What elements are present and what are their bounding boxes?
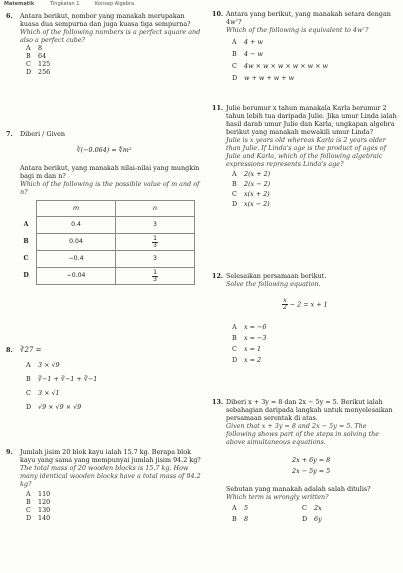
question-13 [212, 398, 398, 523]
question-text2-ms: Antara berikut, yang manakah nilai-nilai yang mungkin bagi m dan n? [20, 164, 200, 180]
option-d[interactable]: D x = 2 [232, 356, 262, 364]
option-d[interactable]: D 256 [26, 68, 51, 76]
option-c[interactable]: C 130 [26, 506, 51, 514]
question-text: ∛27 = [20, 346, 42, 354]
question-number: 8. [6, 346, 13, 354]
option-d[interactable]: D w + w + w + w [232, 74, 295, 82]
question-11 [212, 104, 398, 208]
option-c[interactable]: C x(x + 2) [232, 190, 270, 198]
question-12 [212, 272, 398, 364]
equation: $\frac{x}{2}$ − 2 = x + 1 [283, 297, 328, 311]
option-a[interactable]: A 3 × √9 [26, 360, 60, 369]
question-text-ms: Selesaikan persamaan berikut. [226, 272, 327, 280]
option-d[interactable]: D 140 [26, 514, 51, 522]
equation-steps [292, 456, 398, 475]
equation-line-1: 2x + 6y = 8 [292, 456, 331, 464]
question-number: 6. [6, 12, 13, 20]
equation-line-2: 2x − 5y = 5 [292, 467, 331, 475]
table-row[interactable]: C −0.4 3 [16, 251, 195, 268]
option-b[interactable]: B x = −3 [232, 334, 267, 342]
option-d[interactable]: D 6y [302, 515, 322, 523]
question-number: 11. [212, 104, 224, 112]
question-number: 13. [212, 398, 224, 406]
table-row[interactable]: B 0.04 $\frac{1}{3}$ [16, 234, 195, 251]
question-text2-ms: Sebutan yang manakah adalah salah ditulis? [226, 485, 371, 493]
table-header-m: m [37, 201, 116, 217]
fraction: $\frac{1}{3}$ [153, 234, 157, 249]
question-text-en: Solve the following equation. [226, 280, 321, 288]
option-b[interactable]: B 64 [26, 52, 47, 60]
question-text-en: Julie is x years old whereas Karla is 2 years older than Julie. If Linda's age is the product of ages of Julie and Karla, which of the following algebraic expressions represents Linda's age? [226, 136, 386, 168]
question-8 [6, 346, 202, 411]
option-b[interactable]: B 2(x − 2) [232, 180, 271, 188]
option-a[interactable]: A 4 + w [232, 38, 263, 46]
question-text2-en: Which term is wrongly written? [226, 493, 329, 501]
option-c[interactable]: C 4w × w × w × w × w × w [232, 62, 328, 70]
question-text-ms: Antara yang berikut, yang manakah setara dengan 4w⁷? [226, 10, 391, 26]
page-header [0, 0, 403, 8]
option-c[interactable]: C 125 [26, 60, 51, 68]
question-10 [212, 10, 398, 82]
table-header-n: n [116, 201, 195, 217]
question-number: 12. [212, 272, 224, 280]
options-grid [232, 504, 398, 523]
question-number: 7. [6, 130, 13, 138]
chapter-label: Konsep Algebra [95, 1, 135, 7]
question-7 [6, 130, 202, 285]
option-b[interactable]: B 4 − w [232, 50, 263, 58]
option-a[interactable]: A 5 [232, 504, 249, 512]
question-text-ms: Jumlah jisim 20 blok kayu ialah 15.7 kg. Berapa blok kayu yang sama yang mempunyai jumlah jisim 94.2 kg? [20, 448, 201, 464]
question-text-en: Which of the following is equivalent to 4w⁷? [226, 26, 369, 34]
option-c[interactable]: C 2x [302, 504, 322, 512]
table-row[interactable]: A 0.4 3 [16, 217, 195, 234]
question-text2-en: Which of the following is the possible value of m and of n? [20, 180, 200, 196]
option-c[interactable]: C 3 × √1 [26, 388, 60, 397]
option-d[interactable]: D x(x − 2) [232, 200, 270, 208]
option-a[interactable]: A 8 [26, 44, 43, 52]
options-table [16, 200, 195, 285]
question-number: 9. [6, 448, 13, 456]
question-text-en: Which of the following numbers is a perfect square and also a perfect cube? [20, 28, 201, 44]
question-text-ms: Antara berikut, nombor yang manakah merupakan kuasa dua sempurna dan juga kuasa tiga sempurna? [20, 12, 191, 28]
option-a[interactable]: A x = −6 [232, 323, 267, 331]
question-text-ms: Julie berumur x tahun manakala Karla berumur 2 tahun lebih tua daripada Julie. Jika umur Linda ialah hasil darab umur Julie dan Karla, ungkapan algebra berikut yang manakah mewakili umur Linda? [226, 104, 397, 136]
question-text-en: Given that x + 3y = 8 and 2x − 5y = 5. The following shows part of the steps in solving the above simultaneous equations. [226, 422, 379, 446]
question-text-en: The total mass of 20 wooden blocks is 15.7 kg. How many identical wooden blocks have a total mass of 94.2 kg? [20, 464, 201, 488]
option-d[interactable]: D √9 × √9 × √9 [26, 402, 82, 411]
question-9 [6, 448, 202, 522]
option-b[interactable]: B ∛−1 + ∛−1 + ∛−1 [26, 374, 98, 383]
question-6 [6, 12, 202, 76]
question-text-ms: Diberi x + 3y = 8 dan 2x − 5y = 5. Berikut ialah sebahagian daripada langkah untuk menyelesaikan persamaan serentak di atas. [226, 398, 393, 422]
option-a[interactable]: A 2(x + 2) [232, 170, 271, 178]
given-expression: ∛(−0.064) = ∜m² [76, 146, 132, 154]
option-b[interactable]: B 120 [26, 498, 51, 506]
option-c[interactable]: C x = 1 [232, 345, 262, 353]
option-b[interactable]: B 8 [232, 515, 249, 523]
fraction: $\frac{1}{3}$ [153, 268, 157, 283]
subject-label: Matematik [4, 1, 35, 7]
level-label: Tingkatan 1 [50, 1, 80, 7]
question-number: 10. [212, 10, 224, 18]
table-row[interactable]: D −0.04 $\frac{1}{3}$ [16, 268, 195, 285]
question-text-ms: Diberi / Given [20, 130, 66, 138]
option-a[interactable]: A 110 [26, 490, 51, 498]
